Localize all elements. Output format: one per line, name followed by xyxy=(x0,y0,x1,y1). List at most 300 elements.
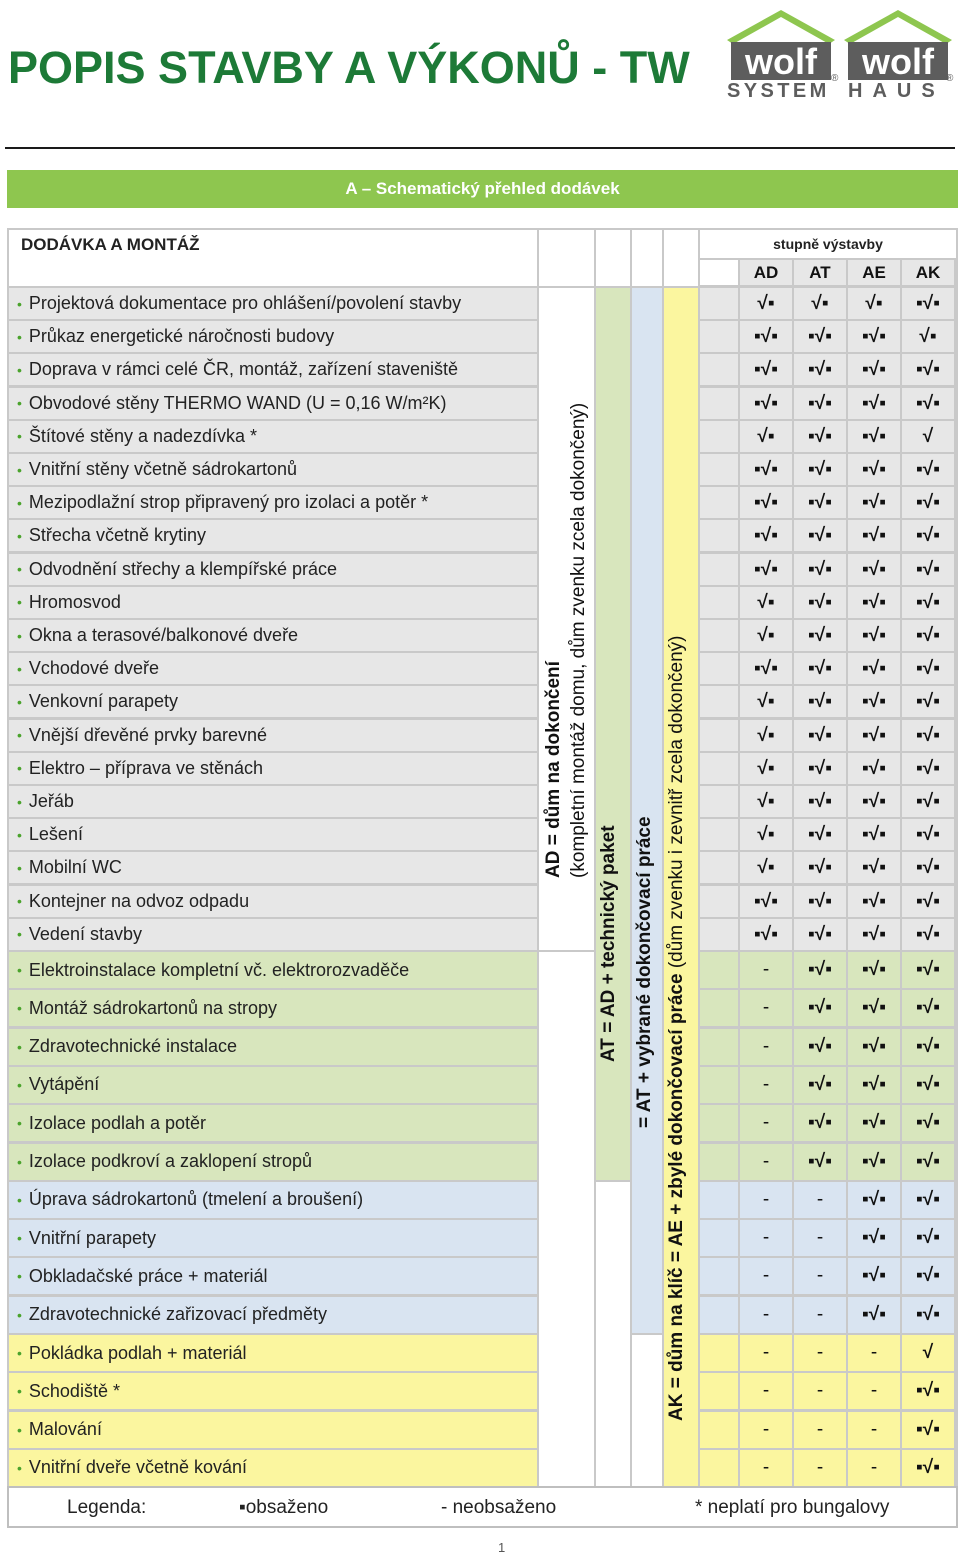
row-mark-cell xyxy=(794,1144,846,1180)
mark-ak: ▪√▪ xyxy=(916,1227,940,1249)
row-stage-blank xyxy=(700,720,738,751)
row-stage-blank xyxy=(700,1450,738,1486)
table-row-label xyxy=(9,388,537,419)
mark-at: ▪√▪ xyxy=(808,392,832,414)
row-mark-cell xyxy=(848,1412,900,1448)
table-row-label xyxy=(9,886,537,917)
row-label-text: Úprava sádrokartonů (tmelení a broušení) xyxy=(28,1189,364,1210)
row-label-text: Vnitřní dveře včetně kování xyxy=(28,1457,248,1478)
row-mark-cell xyxy=(902,1029,954,1065)
mark-ak: ▪√▪ xyxy=(916,525,940,547)
row-mark-cell xyxy=(848,653,900,684)
stage-label-at: AT xyxy=(809,263,831,282)
row-stage-blank xyxy=(700,1182,738,1218)
mark-ad: ▪√▪ xyxy=(754,359,778,381)
row-mark-cell xyxy=(902,819,954,850)
row-mark-cell xyxy=(794,620,846,651)
table-row-label xyxy=(9,919,537,950)
legend xyxy=(7,1486,958,1528)
row-mark-cell xyxy=(794,886,846,917)
mark-ak: ▪√▪ xyxy=(916,724,940,746)
row-mark-cell xyxy=(740,388,792,419)
row-mark-cell xyxy=(740,1258,792,1294)
logo-registered-right: ® xyxy=(946,73,954,84)
row-stage-blank xyxy=(700,388,738,419)
mark-ae: ▪√▪ xyxy=(862,658,886,680)
row-label-text: Elektroinstalace kompletní vč. elektrorozvaděče xyxy=(28,959,410,980)
row-stage-blank xyxy=(700,1373,738,1409)
row-stage-blank xyxy=(700,1067,738,1103)
mark-ak: ▪√▪ xyxy=(916,1265,940,1287)
mark-ad: √▪ xyxy=(757,757,775,779)
mark-ad: ▪√▪ xyxy=(754,658,778,680)
logo-subtitle xyxy=(727,80,955,102)
col-ad-strip-lower xyxy=(539,952,594,1488)
row-mark-cell xyxy=(902,852,954,883)
mark-ae: ▪√▪ xyxy=(862,691,886,713)
row-label-text: Odvodnění střechy a klempířské práce xyxy=(28,558,338,579)
row-label-text: Kontejner na odvoz odpadu xyxy=(28,890,250,911)
mark-ae: ▪√▪ xyxy=(862,425,886,447)
bullet-icon: • xyxy=(17,1076,22,1093)
mark-ae: ▪√▪ xyxy=(862,923,886,945)
row-label-text: Zdravotechnické instalace xyxy=(28,1036,238,1057)
mark-ad: - xyxy=(762,1456,770,1478)
mark-ae: ▪√▪ xyxy=(862,392,886,414)
row-mark-cell xyxy=(794,487,846,518)
bullet-icon: • xyxy=(17,826,22,843)
mark-at: ▪√▪ xyxy=(808,492,832,514)
mark-ae: ▪√▪ xyxy=(862,724,886,746)
table-row-label xyxy=(9,1220,537,1256)
row-mark-cell xyxy=(902,1105,954,1141)
row-stage-blank xyxy=(700,1029,738,1065)
mark-at: ▪√▪ xyxy=(808,1112,832,1134)
mark-ak: ▪√▪ xyxy=(916,857,940,879)
row-label-text: Schodiště * xyxy=(28,1380,120,1401)
row-mark-cell xyxy=(794,1297,846,1333)
bullet-icon: • xyxy=(17,693,22,710)
logo-sub-right: HAUS xyxy=(848,80,945,102)
row-mark-cell xyxy=(740,1067,792,1103)
row-mark-cell xyxy=(740,620,792,651)
row-mark-cell xyxy=(794,1182,846,1218)
row-stage-blank xyxy=(700,1297,738,1333)
row-mark-cell xyxy=(740,1029,792,1065)
mark-ad: √▪ xyxy=(757,625,775,646)
mark-ad: ▪√▪ xyxy=(754,459,778,480)
delivery-table xyxy=(7,228,958,1486)
mark-at: ▪√▪ xyxy=(808,1035,832,1057)
header-divider xyxy=(5,147,955,149)
bullet-icon: • xyxy=(17,962,22,978)
col-at-head xyxy=(596,230,630,286)
row-mark-cell xyxy=(848,1067,900,1103)
row-mark-cell xyxy=(794,1373,846,1409)
mark-at: ▪√▪ xyxy=(808,591,832,613)
mark-ak: ▪√▪ xyxy=(916,791,940,812)
mark-ak: ▪√▪ xyxy=(916,459,940,480)
mark-ae: ▪√▪ xyxy=(862,791,886,812)
row-stage-blank xyxy=(700,886,738,917)
row-mark-cell xyxy=(740,1335,792,1371)
mark-ad: - xyxy=(762,1265,770,1287)
row-mark-cell xyxy=(794,1105,846,1141)
row-mark-cell xyxy=(794,288,846,319)
table-header-second-row xyxy=(9,260,537,285)
mark-ad: √▪ xyxy=(757,724,775,746)
mark-at: √▪ xyxy=(811,293,829,314)
mark-ae: ▪√▪ xyxy=(862,1303,886,1325)
row-mark-cell xyxy=(902,421,954,452)
mark-at: - xyxy=(816,1380,824,1402)
row-mark-cell xyxy=(902,1258,954,1294)
mark-ad: ▪√▪ xyxy=(754,326,778,348)
mark-ak: ▪√▪ xyxy=(916,959,940,980)
mark-ak: ▪√▪ xyxy=(916,392,940,414)
mark-ad: ▪√▪ xyxy=(754,890,778,912)
mark-ae: ▪√▪ xyxy=(862,1112,886,1134)
ak-vertical-normal: (dům zvenku i zevnitř zcela dokončený) xyxy=(666,635,687,969)
mark-at: ▪√▪ xyxy=(808,691,832,713)
ak-vertical-label xyxy=(666,636,688,1421)
row-label-text: Pokládka podlah + materiál xyxy=(28,1342,247,1363)
stage-at-head xyxy=(794,260,846,285)
mark-at: ▪√▪ xyxy=(808,923,832,945)
row-mark-cell xyxy=(902,620,954,651)
row-mark-cell xyxy=(740,1105,792,1141)
mark-ae: ▪√▪ xyxy=(862,591,886,613)
row-mark-cell xyxy=(848,952,900,988)
mark-ae: - xyxy=(870,1342,878,1363)
mark-ak: ▪√▪ xyxy=(916,1188,940,1210)
row-mark-cell xyxy=(848,819,900,850)
bullet-icon: • xyxy=(17,328,22,345)
bullet-icon: • xyxy=(17,1459,22,1476)
row-mark-cell xyxy=(740,1450,792,1486)
row-mark-cell xyxy=(740,653,792,684)
bullet-icon: • xyxy=(17,295,22,312)
ad-vertical-bold: AD = dům na dokončení xyxy=(543,660,564,878)
row-label-text: Jeřáb xyxy=(28,791,74,811)
row-mark-cell xyxy=(794,388,846,419)
legend-title: Legenda: xyxy=(67,1497,147,1518)
ae-vertical-label: = AT + vybrané dokončovací práce xyxy=(634,816,655,1128)
mark-ad: ▪√▪ xyxy=(754,558,778,580)
mark-at: - xyxy=(816,1265,824,1287)
table-row-label xyxy=(9,620,537,651)
table-row-label xyxy=(9,421,537,452)
mark-ad: √▪ xyxy=(757,857,775,879)
row-label-text: Elektro – příprava ve stěnách xyxy=(28,757,264,778)
table-row-label xyxy=(9,554,537,585)
mark-ae: ▪√▪ xyxy=(862,326,886,348)
row-stage-blank xyxy=(700,587,738,618)
table-row-label xyxy=(9,321,537,352)
row-mark-cell xyxy=(794,1067,846,1103)
row-stage-blank xyxy=(700,520,738,551)
bullet-icon: • xyxy=(17,527,22,544)
mark-ae: ▪√▪ xyxy=(862,1227,886,1249)
row-mark-cell xyxy=(740,354,792,385)
row-label-text: Izolace podkroví a zaklopení stropů xyxy=(28,1151,313,1171)
mark-ad: √▪ xyxy=(757,293,775,314)
mark-at: ▪√▪ xyxy=(808,625,832,646)
bullet-icon: • xyxy=(17,1345,22,1361)
mark-ad: - xyxy=(762,959,770,980)
row-mark-cell xyxy=(848,620,900,651)
row-mark-cell xyxy=(848,354,900,385)
row-mark-cell xyxy=(848,990,900,1026)
row-label-text: Zdravotechnické zařizovací předměty xyxy=(28,1304,328,1325)
mark-ad: √▪ xyxy=(757,691,775,713)
mark-ae: ▪√▪ xyxy=(862,492,886,514)
table-row-label xyxy=(9,952,537,988)
mark-ak: ▪√▪ xyxy=(916,691,940,713)
table-row-label xyxy=(9,587,537,618)
mark-at: ▪√▪ xyxy=(808,658,832,680)
mark-ae: ▪√▪ xyxy=(862,625,886,646)
mark-at: - xyxy=(816,1188,824,1210)
row-mark-cell xyxy=(794,454,846,485)
mark-ad: √▪ xyxy=(757,824,775,846)
row-mark-cell xyxy=(848,720,900,751)
row-stage-blank xyxy=(700,321,738,352)
mark-ad: - xyxy=(762,1303,770,1325)
row-mark-cell xyxy=(794,1220,846,1256)
bullet-icon: • xyxy=(17,428,22,445)
table-row-label xyxy=(9,454,537,485)
table-row-label xyxy=(9,487,537,518)
row-mark-cell xyxy=(794,554,846,585)
mark-ae: ▪√▪ xyxy=(862,857,886,879)
mark-ak: √ xyxy=(922,425,934,447)
mark-at: ▪√▪ xyxy=(808,857,832,879)
stage-blank xyxy=(700,260,738,285)
row-mark-cell xyxy=(740,554,792,585)
row-mark-cell xyxy=(848,1297,900,1333)
ak-vertical-bold: AK = dům na klíč = AE + zbylé dokončovací práce xyxy=(666,973,687,1422)
row-mark-cell xyxy=(848,1335,900,1371)
row-label-text: Průkaz energetické náročnosti budovy xyxy=(28,326,335,347)
row-label-text: Obvodové stěny THERMO WAND (U = 0,16 W/m²K) xyxy=(28,392,447,413)
row-mark-cell xyxy=(740,421,792,452)
legend-note: * neplatí pro bungalovy xyxy=(695,1497,890,1518)
row-mark-cell xyxy=(902,554,954,585)
mark-ad: - xyxy=(762,1418,770,1440)
row-stage-blank xyxy=(700,1412,738,1448)
table-row-label xyxy=(9,819,537,850)
row-mark-cell xyxy=(848,1182,900,1218)
row-stage-blank xyxy=(700,686,738,717)
table-row-label xyxy=(9,1105,537,1141)
bullet-icon: • xyxy=(17,1038,22,1055)
row-mark-cell xyxy=(740,1220,792,1256)
mark-at: - xyxy=(816,1303,824,1325)
row-stage-blank xyxy=(700,620,738,651)
row-label-text: Mezipodlažní strop připravený pro izolaci a potěr * xyxy=(28,492,429,513)
col-ae-strip xyxy=(632,288,662,1333)
bullet-icon: • xyxy=(17,760,22,777)
row-stage-blank xyxy=(700,786,738,817)
legend-included: ▪obsaženo xyxy=(239,1497,329,1518)
bullet-icon: • xyxy=(17,893,22,910)
table-row-label xyxy=(9,288,537,319)
row-label-text: Obkladačské práce + materiál xyxy=(28,1265,268,1286)
row-mark-cell xyxy=(902,288,954,319)
row-mark-cell xyxy=(902,587,954,618)
table-row-label xyxy=(9,990,537,1026)
row-mark-cell xyxy=(740,1297,792,1333)
row-stage-blank xyxy=(700,952,738,988)
table-row-label xyxy=(9,1297,537,1333)
row-mark-cell xyxy=(848,1144,900,1180)
mark-ae: ▪√▪ xyxy=(862,757,886,779)
row-mark-cell xyxy=(794,686,846,717)
ad-vertical-normal: (kompletní montáž domu, dům zvenku zcela dokončený) xyxy=(568,402,589,878)
row-mark-cell xyxy=(902,1182,954,1218)
stage-label-ae: AE xyxy=(862,263,886,282)
mark-ad: ▪√▪ xyxy=(754,392,778,414)
row-label-text: Vytápění xyxy=(28,1074,100,1095)
table-row-label xyxy=(9,1373,537,1409)
table-row-label xyxy=(9,1335,537,1371)
row-stage-blank xyxy=(700,753,738,784)
mark-ae: √▪ xyxy=(865,293,883,314)
mark-ad: - xyxy=(762,997,770,1019)
row-mark-cell xyxy=(848,886,900,917)
table-row-label xyxy=(9,1144,537,1180)
row-mark-cell xyxy=(794,990,846,1026)
row-mark-cell xyxy=(740,1182,792,1218)
table-row-label xyxy=(9,852,537,883)
row-mark-cell xyxy=(740,487,792,518)
bullet-icon: • xyxy=(17,1383,22,1400)
row-mark-cell xyxy=(902,1450,954,1486)
mark-ae: ▪√▪ xyxy=(862,359,886,381)
row-mark-cell xyxy=(902,321,954,352)
row-mark-cell xyxy=(794,1412,846,1448)
table-row-label xyxy=(9,1258,537,1294)
mark-ad: ▪√▪ xyxy=(754,923,778,945)
row-mark-cell xyxy=(848,852,900,883)
table-row-label xyxy=(9,1412,537,1448)
row-mark-cell xyxy=(794,1029,846,1065)
table-row-label xyxy=(9,753,537,784)
row-stage-blank xyxy=(700,653,738,684)
row-mark-cell xyxy=(740,786,792,817)
table-row-label xyxy=(9,1029,537,1065)
row-mark-cell xyxy=(902,1067,954,1103)
row-stage-blank xyxy=(700,454,738,485)
row-mark-cell xyxy=(794,852,846,883)
mark-ad: - xyxy=(762,1150,770,1172)
bullet-icon: • xyxy=(17,594,22,611)
logo-wordmark-left: wolf xyxy=(745,41,817,82)
mark-ak: ▪√▪ xyxy=(916,1418,940,1440)
stage-ad-head xyxy=(740,260,792,285)
row-mark-cell xyxy=(902,753,954,784)
row-mark-cell xyxy=(794,919,846,950)
mark-ae: ▪√▪ xyxy=(862,890,886,912)
bullet-icon: • xyxy=(17,461,22,478)
mark-ak: ▪√▪ xyxy=(916,824,940,846)
mark-at: ▪√▪ xyxy=(808,791,832,812)
row-mark-cell xyxy=(848,1029,900,1065)
mark-at: ▪√▪ xyxy=(808,359,832,381)
bullet-icon: • xyxy=(17,727,22,744)
row-mark-cell xyxy=(848,587,900,618)
legend-not-included: - neobsaženo xyxy=(441,1497,557,1518)
mark-ak: ▪√▪ xyxy=(916,625,940,646)
mark-ak: ▪√▪ xyxy=(916,997,940,1019)
mark-ae: ▪√▪ xyxy=(862,959,886,980)
row-mark-cell xyxy=(740,886,792,917)
row-label-text: Vnitřní parapety xyxy=(28,1227,156,1248)
row-label-text: Mobilní WC xyxy=(28,857,122,878)
row-mark-cell xyxy=(848,686,900,717)
row-mark-cell xyxy=(902,786,954,817)
row-stage-blank xyxy=(700,1258,738,1294)
row-stage-blank xyxy=(700,819,738,850)
mark-ad: - xyxy=(762,1112,770,1134)
row-mark-cell xyxy=(740,720,792,751)
mark-ak: ▪√▪ xyxy=(916,1112,940,1134)
stage-header-label: stupně výstavby xyxy=(773,236,883,252)
row-label-text: Venkovní parapety xyxy=(28,691,179,712)
mark-at: ▪√▪ xyxy=(808,1150,832,1172)
bullet-icon: • xyxy=(17,1115,22,1132)
row-label-text: Malování xyxy=(28,1419,102,1440)
row-mark-cell xyxy=(740,952,792,988)
mark-at: - xyxy=(816,1418,824,1440)
row-mark-cell xyxy=(902,487,954,518)
mark-ak: √ xyxy=(922,1342,934,1363)
row-mark-cell xyxy=(740,753,792,784)
row-mark-cell xyxy=(902,1412,954,1448)
row-mark-cell xyxy=(902,653,954,684)
mark-ad: ▪√▪ xyxy=(754,492,778,514)
row-mark-cell xyxy=(794,753,846,784)
mark-ak: ▪√▪ xyxy=(916,1073,940,1095)
row-mark-cell xyxy=(902,388,954,419)
row-mark-cell xyxy=(740,321,792,352)
row-mark-cell xyxy=(794,520,846,551)
col-at-strip-lower xyxy=(596,1182,630,1489)
stage-label-ak: AK xyxy=(915,263,941,282)
row-mark-cell xyxy=(902,354,954,385)
stage-ak-head xyxy=(902,260,954,285)
bullet-icon: • xyxy=(17,1306,22,1323)
mark-at: ▪√▪ xyxy=(808,959,832,980)
col-ae-head xyxy=(632,230,662,286)
mark-at: ▪√▪ xyxy=(808,558,832,580)
bullet-icon: • xyxy=(17,926,22,943)
row-mark-cell xyxy=(794,720,846,751)
mark-at: ▪√▪ xyxy=(808,425,832,447)
row-stage-blank xyxy=(700,288,738,319)
mark-ad: ▪√▪ xyxy=(754,525,778,547)
row-mark-cell xyxy=(902,520,954,551)
mark-at: ▪√▪ xyxy=(808,525,832,547)
row-mark-cell xyxy=(794,653,846,684)
row-mark-cell xyxy=(794,786,846,817)
mark-ae: ▪√▪ xyxy=(862,459,886,480)
bullet-icon: • xyxy=(17,1230,22,1247)
mark-ae: - xyxy=(870,1456,878,1478)
row-stage-blank xyxy=(700,1105,738,1141)
mark-ae: ▪√▪ xyxy=(862,525,886,547)
